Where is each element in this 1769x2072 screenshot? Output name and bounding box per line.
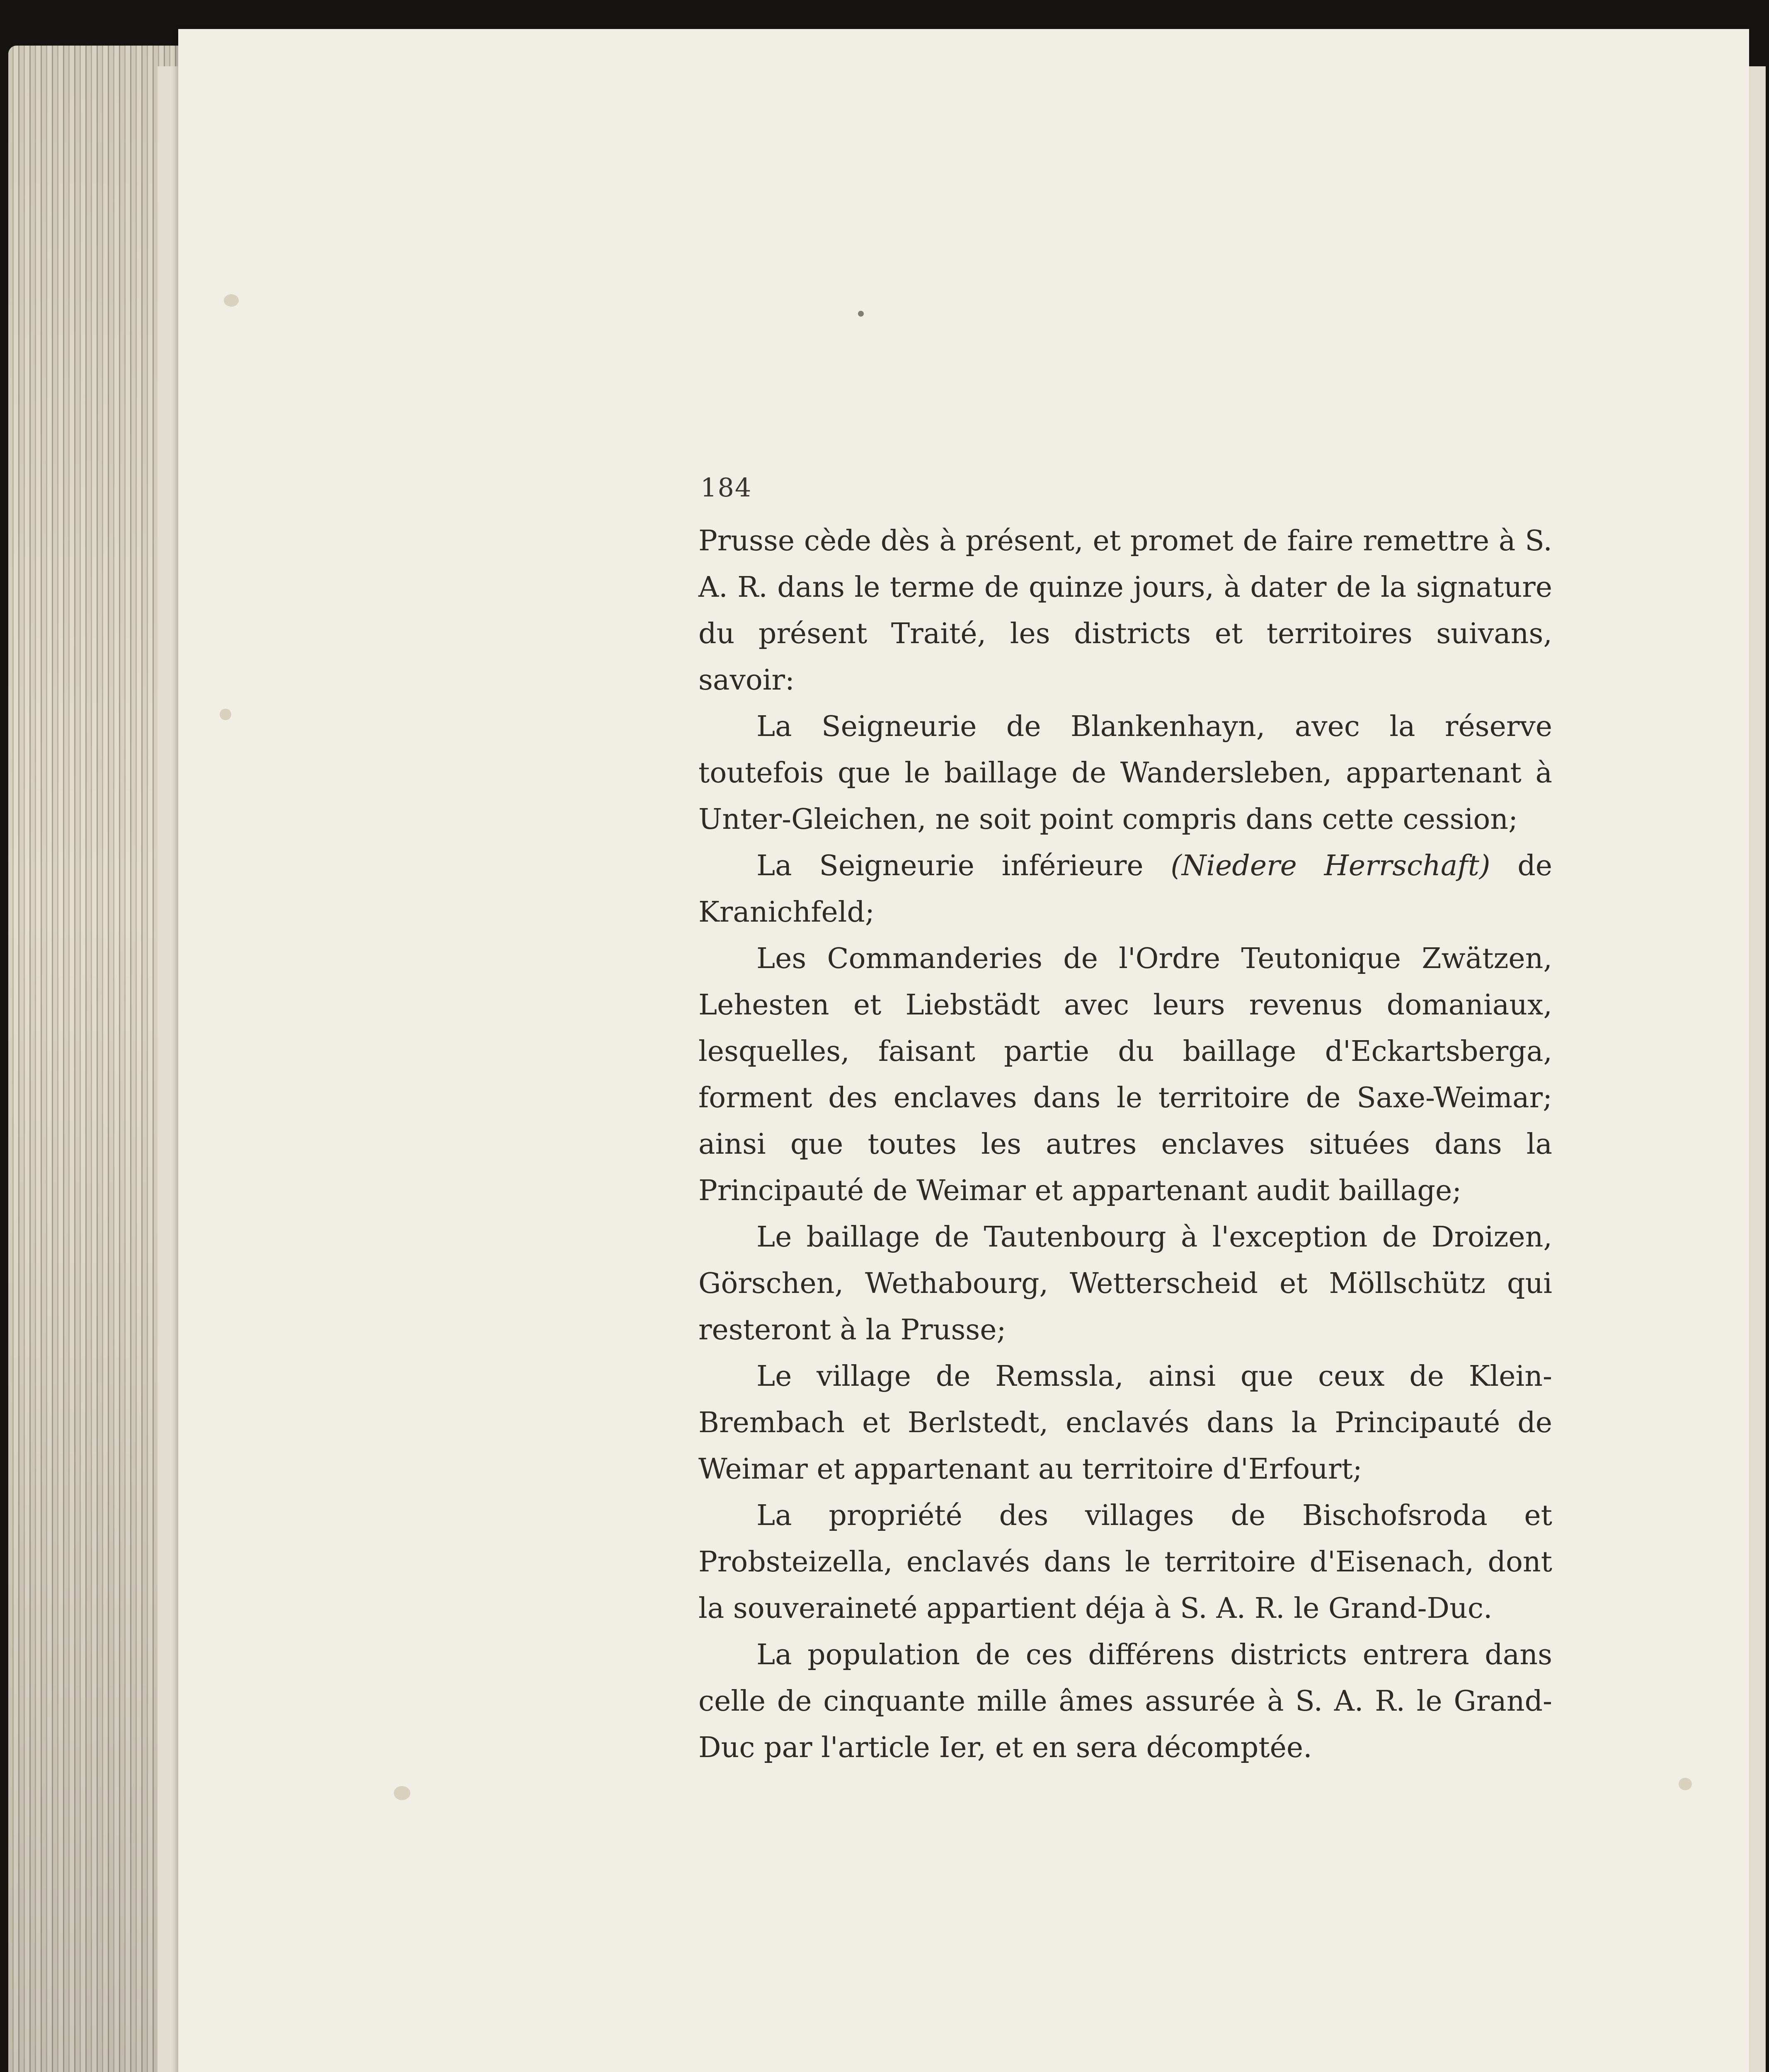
paragraph: Le baillage de Tautenbourg à l'exception de Droizen, Görschen, Wethabourg, Wetterscheid et Möllschütz qui resteront à la Prusse; [698, 1221, 1552, 1346]
foxing-spot [224, 294, 239, 307]
paragraph: Les Commanderies de l'Ordre Teutonique Zwätzen, Lehesten et Liebstädt avec leurs revenus domaniaux, lesquelles, faisant partie du baillage d'Eckartsberga, forment des enclaves dans le territoire de Saxe-Weimar; ainsi que toutes les autres enclaves situées dans la Principauté de Weimar et appartenant audit baillage; [698, 942, 1552, 1207]
body-text [698, 518, 1552, 1771]
foxing-spot [394, 1786, 410, 1800]
paragraph: La population de ces différens districts entrera dans celle de cinquante mille âmes assurée à S. A. R. le Grand-Duc par l'article Ier, et en sera décomptée. [698, 1639, 1552, 1764]
foxing-spot [220, 709, 231, 720]
foxing-spot [1679, 1778, 1692, 1790]
paragraph [698, 843, 1552, 936]
paragraph: Prusse cède dès à présent, et promet de faire remettre à S. A. R. dans le terme de quinze jours, à dater de la signature du présent Traité, les districts et territoires suivans, savoir: [698, 525, 1552, 697]
book-page-edges [8, 46, 182, 2072]
paragraph: La propriété des villages de Bischofsroda et Probsteizella, enclavés dans le territoire d'Eisenach, dont la souveraineté appartient déja à S. A. R. le Grand-Duc. [698, 1499, 1552, 1625]
page-number: 184 [700, 472, 752, 503]
paragraph-text: de Kranichfeld; [698, 850, 1553, 929]
foxing-spot [858, 311, 864, 317]
paragraph-text: La Seigneurie inférieure [756, 850, 1171, 882]
italic-term: (Niedere Herrschaft) [1170, 850, 1490, 882]
paragraph: Le village de Remssla, ainsi que ceux de Klein-Brembach et Berlstedt, enclavés dans la Principauté de Weimar et appartenant au territoire d'Erfourt; [698, 1360, 1552, 1486]
paragraph: La Seigneurie de Blankenhayn, avec la réserve toutefois que le baillage de Wandersleben, appartenant à Unter-Gleichen, ne soit point compris dans cette cession; [698, 710, 1552, 836]
